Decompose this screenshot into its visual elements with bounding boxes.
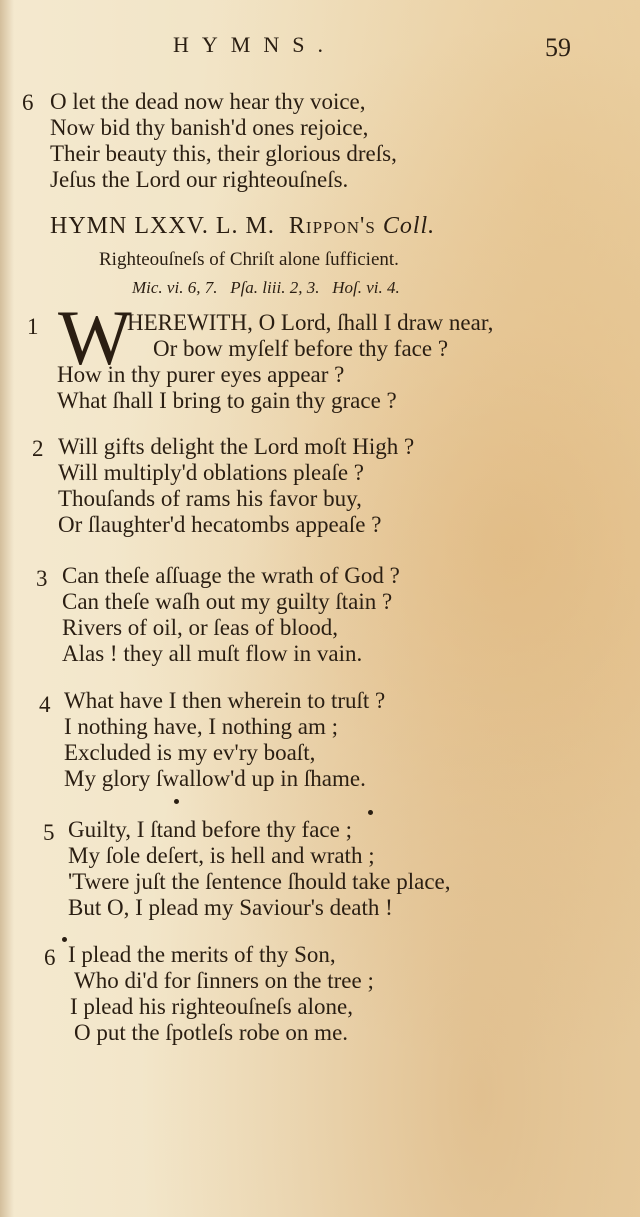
collection-abbrev: Coll. — [382, 213, 436, 239]
verse-line: What have I then wherein to truſt ? — [64, 688, 386, 713]
scripture-references — [132, 278, 400, 298]
verse-line: But O, I plead my Saviour's death ! — [68, 895, 393, 920]
verse-line: Or ſlaughter'd hecatombs appeaſe ? — [58, 512, 382, 537]
verse-line: O put the ſpotleſs robe on me. — [74, 1020, 349, 1045]
verse-line: Their beauty this, their glorious dreſs, — [50, 141, 397, 166]
stanza-number: 2 — [32, 436, 44, 461]
verse-line: Excluded is my ev'ry boaſt, — [64, 740, 316, 765]
verse-line: I plead the merits of thy Son, — [68, 942, 336, 967]
stanza-number: 6 — [44, 945, 56, 970]
running-head: HYMNS. — [173, 32, 336, 57]
verse-line: Will multiply'd oblations pleaſe ? — [58, 460, 364, 485]
ink-speck — [62, 937, 67, 942]
verse-line: Now bid thy banish'd ones rejoice, — [50, 115, 369, 140]
verse-line: Can theſe waſh out my guilty ſtain ? — [62, 589, 393, 614]
page-number: 59 — [545, 33, 571, 62]
scripture-ref: Mic. vi. 6, 7. — [132, 278, 218, 297]
stanza-number: 3 — [36, 566, 48, 591]
verse-line: Will gifts delight the Lord moſt High ? — [58, 434, 415, 459]
verse-line: Thouſands of rams his favor buy, — [58, 486, 362, 511]
verse-line: HEREWITH, O Lord, ſhall I draw near, — [127, 310, 494, 335]
hymn-number-meter: HYMN LXXV. L. M. — [50, 213, 275, 239]
verse-line: Who di'd for ſinners on the tree ; — [74, 968, 374, 993]
hymn-title — [50, 213, 435, 240]
verse-line: How in thy purer eyes appear ? — [57, 362, 345, 387]
verse-line: Guilty, I ſtand before thy face ; — [68, 817, 352, 842]
collection-name: Rippon's — [288, 213, 376, 239]
verse-line: My glory ſwallow'd up in ſhame. — [64, 766, 366, 791]
stanza-number: 6 — [22, 90, 34, 115]
verse-line: 'Twere juſt the ſentence ſhould take place, — [68, 869, 451, 894]
verse-line: I plead his righteouſneſs alone, — [70, 994, 353, 1019]
hymn-subtitle: Righteouſneſs of Chriſt alone ſufficient. — [99, 249, 399, 270]
stanza-number: 5 — [43, 820, 55, 845]
verse-line: O let the dead now hear thy voice, — [50, 89, 366, 114]
ink-speck — [368, 810, 373, 815]
verse-line: I nothing have, I nothing am ; — [64, 714, 339, 739]
verse-line: Alas ! they all muſt flow in vain. — [62, 641, 363, 666]
verse-line: My ſole deſert, is hell and wrath ; — [68, 843, 375, 868]
verse-line: Rivers of oil, or ſeas of blood, — [62, 615, 338, 640]
verse-line: What ſhall I bring to gain thy grace ? — [57, 388, 397, 413]
stanza-number: 1 — [27, 314, 39, 339]
page-gutter-shadow — [0, 0, 14, 1217]
verse-line: Jeſus the Lord our righteouſneſs. — [50, 167, 349, 192]
scripture-ref: Hoſ. vi. 4. — [332, 278, 400, 297]
verse-line: Or bow myſelf before thy face ? — [153, 336, 449, 361]
stanza-number: 4 — [39, 692, 51, 717]
drop-cap: W — [58, 294, 132, 381]
ink-speck — [174, 799, 179, 804]
verse-line: Can theſe aſſuage the wrath of God ? — [62, 563, 400, 588]
scripture-ref: Pſa. liii. 2, 3. — [230, 278, 320, 297]
